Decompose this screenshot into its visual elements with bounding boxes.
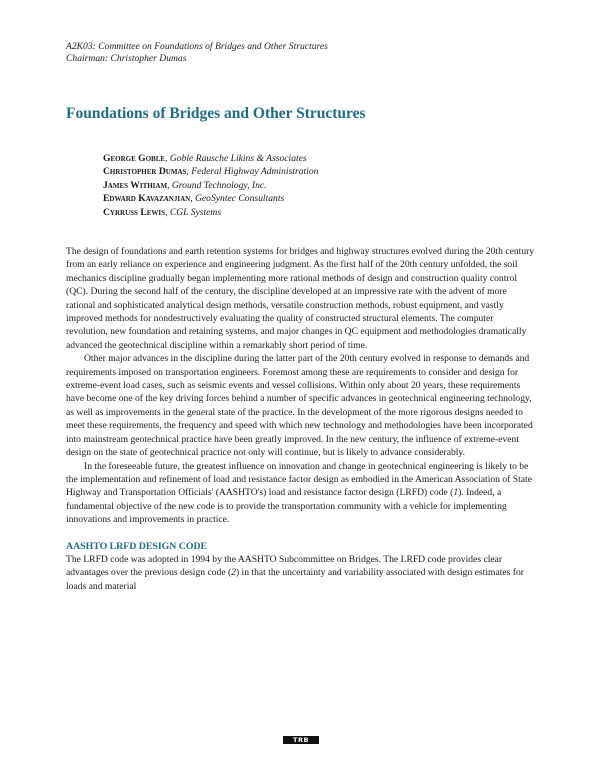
paragraph-text: ). Indeed, a fundamental objective of the new code is to provide the transportation community with a vehicle for implementing innovations and improvements in practice.	[66, 487, 507, 526]
committee-line: A2K03: Committee on Foundations of Bridges and Other Structures	[66, 41, 328, 52]
author-name: James Withiam	[103, 179, 168, 191]
author-entry: Christopher Dumas, Federal Highway Administration	[103, 166, 319, 178]
author-affiliation: Federal Highway Administration	[191, 166, 319, 178]
author-entry: Cyrruss Lewis, CGL Systems	[103, 206, 222, 218]
author-list	[103, 152, 318, 219]
author-name: George Goble	[103, 153, 166, 164]
author-affiliation: Ground Technology, Inc.	[171, 179, 267, 191]
paragraph-text: The LRFD code was adopted in 1994 by the AASHTO Subcommittee on Bridges. The LRFD code provides clear advantages over the previous design code (	[66, 553, 503, 579]
author-affiliation: GeoSyntec Consultants	[194, 193, 285, 205]
paragraph-intro: The design of foundations and earth retention systems for bridges and highway structures evolved during the 20th century from an early reliance on experience and engineering judgment. As the first half of the 20th century unfolded, the soil mechanics discipline gradually began implementing more rational methods of design and construction quality control (QC). During the second half of the century, the discipline developed at an impressive rate with the advent of more rational and sophisticated analytical design methods, versatile construction methods, robust equipment, and vastly improved methods for nondestructively evaluating the quality of constructed structural elements. The computer revolution, new foundation and retaining systems, and major changes in QC equipment and methodologies dramatically advanced the geotechnical discipline within a remarkably short period of time.	[66, 246, 535, 351]
paragraph-future	[66, 460, 536, 527]
author-entry: James Withiam, Ground Technology, Inc.	[103, 179, 267, 191]
trb-logo: TRB	[283, 736, 319, 744]
author-affiliation: Goble Rausche Likins & Associates	[169, 153, 307, 164]
citation-ref: 2	[231, 567, 236, 579]
paragraph-advances: Other major advances in the discipline during the latter part of the 20th century evolved in response to demands and requirements imposed on transportation engineers. Foremost among these are requirements to consider and design for extreme-event load cases, such as seismic events and vessel collisions. Within only about 20 years, these requirements have become one of the key driving forces behind a number of specific advances in geotechnical engineering technology, as well as improvements in the general state of the practice. In the development of the more rigorous designs needed to meet these requirements, the frequency and speed with which new technology and methodologies have been incorporated into mainstream geotechnical practice have been greatly improved. In the new century, the influence of extreme-event design on the state of geotechnical practice not only will continue, but is likely to advance considerably.	[66, 353, 533, 459]
citation-ref: 1	[453, 487, 459, 499]
author-entry: George Goble, Goble Rausche Likins & Associates	[103, 153, 307, 164]
author-affiliation: CGL Systems	[169, 206, 222, 218]
section-heading: AASHTO LRFD DESIGN CODE	[66, 540, 208, 552]
author-name: Cyrruss Lewis	[103, 206, 166, 218]
author-name: Christopher Dumas	[103, 166, 187, 178]
paper-title: Foundations of Bridges and Other Structures	[66, 105, 366, 122]
chairman-line: Chairman: Christopher Dumas	[66, 53, 187, 64]
paragraph-text: ) in that the uncertainty and variability associated with design estimates for loads and material	[66, 567, 524, 592]
body-text	[66, 245, 536, 593]
committee-header	[66, 41, 328, 65]
author-name: Edward Kavazanjian	[103, 193, 191, 205]
paragraph-text: In the foreseeable future, the greatest influence on innovation and change in geotechnical engineering is likely to be the implementation and refinement of load and resistance factor design as embodied in the American Association of State Highway and Transportation Officials' (AASHTO's) load and resistance factor design (LRFD) code (	[66, 460, 532, 499]
author-entry: Edward Kavazanjian, GeoSyntec Consultants	[103, 193, 285, 205]
paragraph-lrfd	[66, 553, 536, 593]
